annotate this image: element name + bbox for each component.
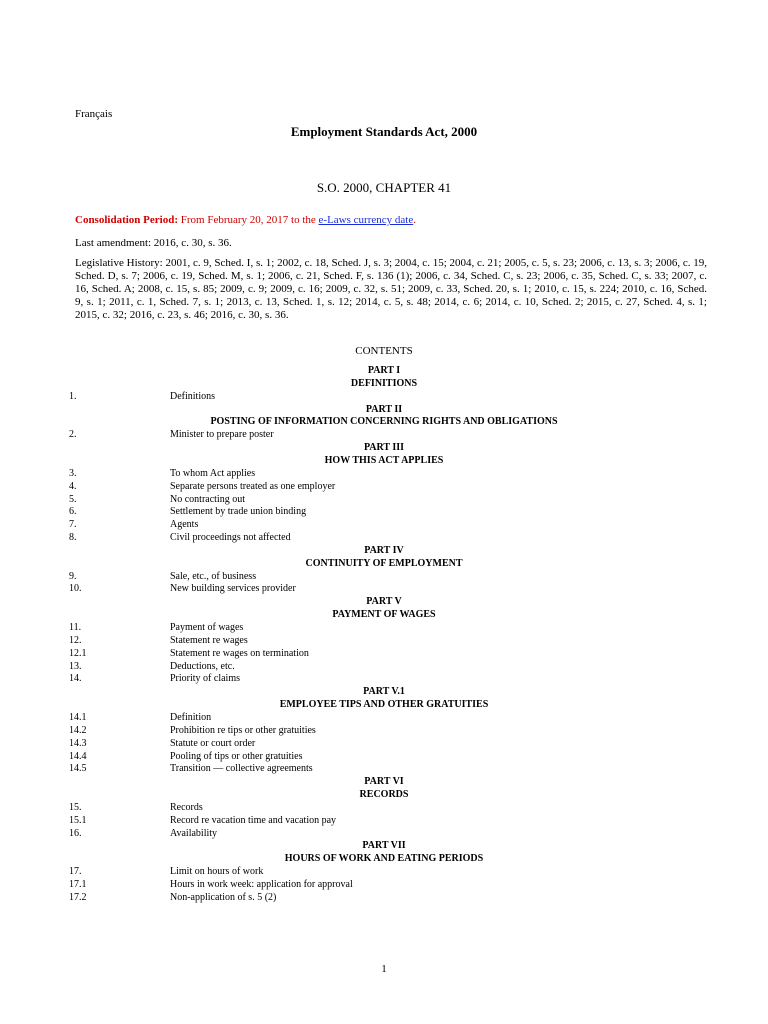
section-title-link[interactable]: Deductions, etc. — [170, 660, 235, 672]
section-number: 14.2 — [69, 724, 87, 736]
part-title: CONTINUITY OF EMPLOYMENT — [305, 557, 463, 569]
part-title: RECORDS — [359, 789, 409, 801]
section-title-link[interactable]: Sale, etc., of business — [170, 570, 257, 582]
section-title-link[interactable]: Availability — [170, 827, 218, 839]
section-number: 1. — [69, 390, 77, 402]
section-title-link[interactable]: Payment of wages — [170, 622, 244, 633]
section-number: 14.3 — [69, 737, 87, 749]
section-title-link[interactable]: Statement re wages — [170, 634, 248, 646]
section-title-link[interactable]: Civil proceedings not affected — [170, 532, 291, 544]
section-title-link[interactable]: New building services provider — [170, 583, 296, 595]
section-number: 17.1 — [69, 879, 87, 890]
section-title-link[interactable]: Agents — [170, 519, 199, 531]
section-title-link[interactable]: Statute or court order — [170, 737, 256, 749]
section-title-link[interactable]: Limit on hours of work — [170, 866, 264, 878]
part-title: PAYMENT OF WAGES — [332, 609, 436, 621]
section-number: 17.2 — [69, 891, 87, 903]
section-number: 15. — [69, 801, 82, 813]
section-title-link[interactable]: Settlement by trade union binding — [170, 506, 307, 518]
section-title-link[interactable]: Priority of claims — [170, 673, 240, 685]
consolidation-text: From February 20, 2017 to the — [177, 214, 319, 226]
part-title: EMPLOYEE TIPS AND OTHER GRATUITIES — [279, 699, 489, 711]
section-title-link[interactable]: Definitions — [170, 390, 215, 402]
consolidation-period-end: . — [413, 214, 416, 226]
section-number: 5. — [69, 493, 77, 505]
section-title-link[interactable]: Statement re wages on termination — [170, 647, 309, 659]
consolidation-label: Consolidation Period: — [75, 214, 178, 226]
part-heading: PART V.1 — [363, 686, 405, 698]
part-title: POSTING OF INFORMATION CONCERNING RIGHTS AND OBLIGATIONS — [210, 416, 558, 428]
section-title-link[interactable]: No contracting out — [170, 493, 245, 505]
chapter-heading: S.O. 2000, CHAPTER 41 — [316, 180, 452, 195]
part-title: HOURS OF WORK AND EATING PERIODS — [284, 853, 484, 865]
consolidation-period — [75, 214, 416, 226]
section-title-link[interactable]: Prohibition re tips or other gratuities — [170, 724, 316, 736]
section-number: 7. — [69, 519, 77, 531]
section-title-link[interactable]: Transition — collective agreements — [170, 763, 313, 775]
section-number: 4. — [69, 480, 77, 492]
section-number: 14. — [69, 673, 82, 685]
section-number: 12.1 — [69, 647, 87, 659]
section-number: 13. — [69, 660, 82, 672]
section-title-link[interactable]: Separate persons treated as one employer — [170, 480, 336, 492]
section-number: 12. — [69, 634, 82, 646]
act-title: Employment Standards Act, 2000 — [290, 124, 478, 139]
section-number: 14.4 — [69, 750, 87, 762]
section-title-link[interactable]: Minister to prepare poster — [170, 429, 274, 441]
section-title-link[interactable]: Records — [170, 801, 203, 813]
part-heading: PART IV — [364, 544, 404, 556]
part-heading: PART II — [365, 403, 403, 415]
section-number: 15.1 — [69, 814, 87, 826]
section-title-link[interactable]: Record re vacation time and vacation pay — [170, 814, 337, 826]
section-number: 2. — [69, 429, 77, 441]
section-number: 10. — [69, 583, 82, 595]
part-heading: PART V — [366, 596, 402, 608]
section-number: 8. — [69, 532, 77, 544]
section-number: 3. — [69, 467, 77, 479]
section-title-link[interactable]: To whom Act applies — [170, 467, 256, 479]
section-title-link[interactable]: Definition — [170, 711, 212, 723]
last-amendment: Last amendment: 2016, c. 30, s. 36. — [75, 237, 232, 249]
part-heading: PART I — [367, 365, 401, 376]
contents-heading: CONTENTS — [355, 345, 413, 357]
section-number: 14.5 — [69, 763, 87, 775]
francais-link[interactable]: Français — [75, 108, 113, 120]
section-number: 14.1 — [69, 711, 87, 723]
part-title: HOW THIS ACT APPLIES — [324, 454, 444, 466]
part-heading: PART VII — [362, 840, 406, 852]
section-title-link[interactable]: Hours in work week: application for approval — [170, 879, 353, 890]
part-heading: PART III — [363, 442, 405, 454]
e-laws-currency-link[interactable]: e-Laws currency date — [318, 214, 414, 226]
part-title: DEFINITIONS — [350, 377, 418, 389]
section-number: 6. — [69, 506, 77, 518]
section-number: 11. — [69, 622, 82, 633]
section-number: 16. — [69, 827, 82, 839]
part-heading: PART VI — [364, 776, 404, 788]
section-title-link[interactable]: Non-application of s. 5 (2) — [170, 891, 277, 903]
section-number: 9. — [69, 570, 77, 582]
page-number: 1 — [381, 963, 387, 975]
legislative-history: Legislative History: 2001, c. 9, Sched. I, s. 1; 2002, c. 18, Sched. J, s. 3; 2004, c. 15; 2004, c. 21; 2005, c. 5, s. 23; 2006, c. 13, s. 3; 2006, c. 19, Sched. D, s. 7; 2006, c. 19, Sched. M, s. 1; 2006, c. 21, Sched. F, s. 136 (1); 2006, c. 34, Sched. C, s. 23; 2006, c. 35, Sched. C, s. 33; 2007, c. 16, Sched. A; 2008, c. 15, s. 85; 2009, c. 9; 2009, c. 16; 2009, c. 32, s. 51; 2009, c. 33, Sched. 20, s. 1; 2010, c. 15, s. 224; 2010, c. 16, Sched. 9, s. 1; 2011, c. 1, Sched. 7, s. 1; 2013, c. 13, Sched. 1, s. 12; 2014, c. 5, s. 48; 2014, c. 6; 2014, c. 10, Sched. 2; 2015, c. 27, Sched. 4, s. 1; 2015, c. 32; 2016, c. 23, s. 46; 2016, c. 30, s. 36. — [75, 257, 707, 321]
section-number: 17. — [69, 866, 82, 878]
section-title-link[interactable]: Pooling of tips or other gratuities — [170, 750, 303, 762]
